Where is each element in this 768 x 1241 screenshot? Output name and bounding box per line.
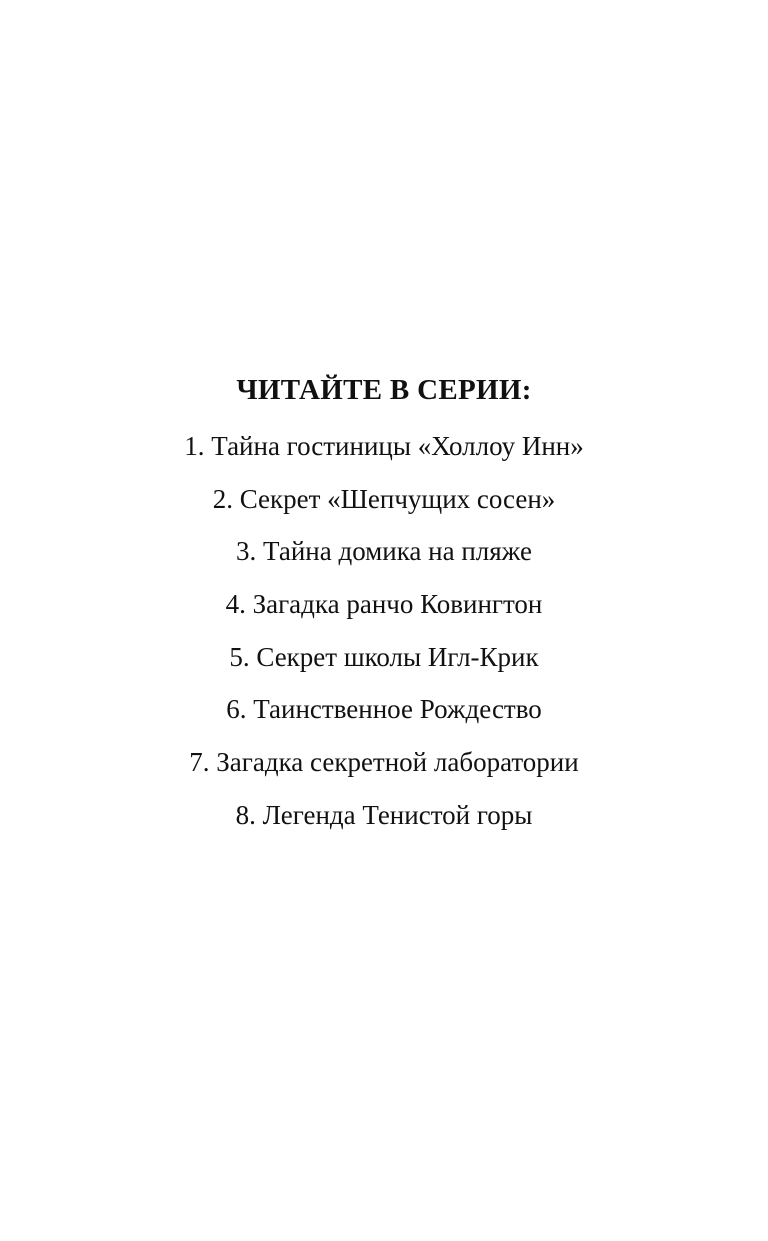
book-title-2: 2. Секрет «Шепчущих сосен»: [212, 483, 556, 514]
book-title-3: 3. Тайна домика на пляже: [236, 536, 532, 567]
book-title-4: 4. Загадка ранчо Ковингтон: [225, 589, 543, 620]
book-title-1: 1. Тайна гостиницы «Холлоу Инн»: [184, 431, 584, 461]
book-title-5: 5. Секрет школы Игл-Крик: [229, 641, 539, 672]
book-title-8: 8. Легенда Тенистой горы: [235, 799, 533, 830]
series-book-list: [0, 420, 768, 842]
series-heading: ЧИТАЙТЕ В СЕРИИ:: [236, 374, 532, 406]
book-title-6: 6. Таинственное Рождество: [226, 694, 542, 725]
book-title-7: 7. Загадка секретной лаборатории: [189, 747, 579, 778]
series-list-block: [0, 368, 768, 842]
